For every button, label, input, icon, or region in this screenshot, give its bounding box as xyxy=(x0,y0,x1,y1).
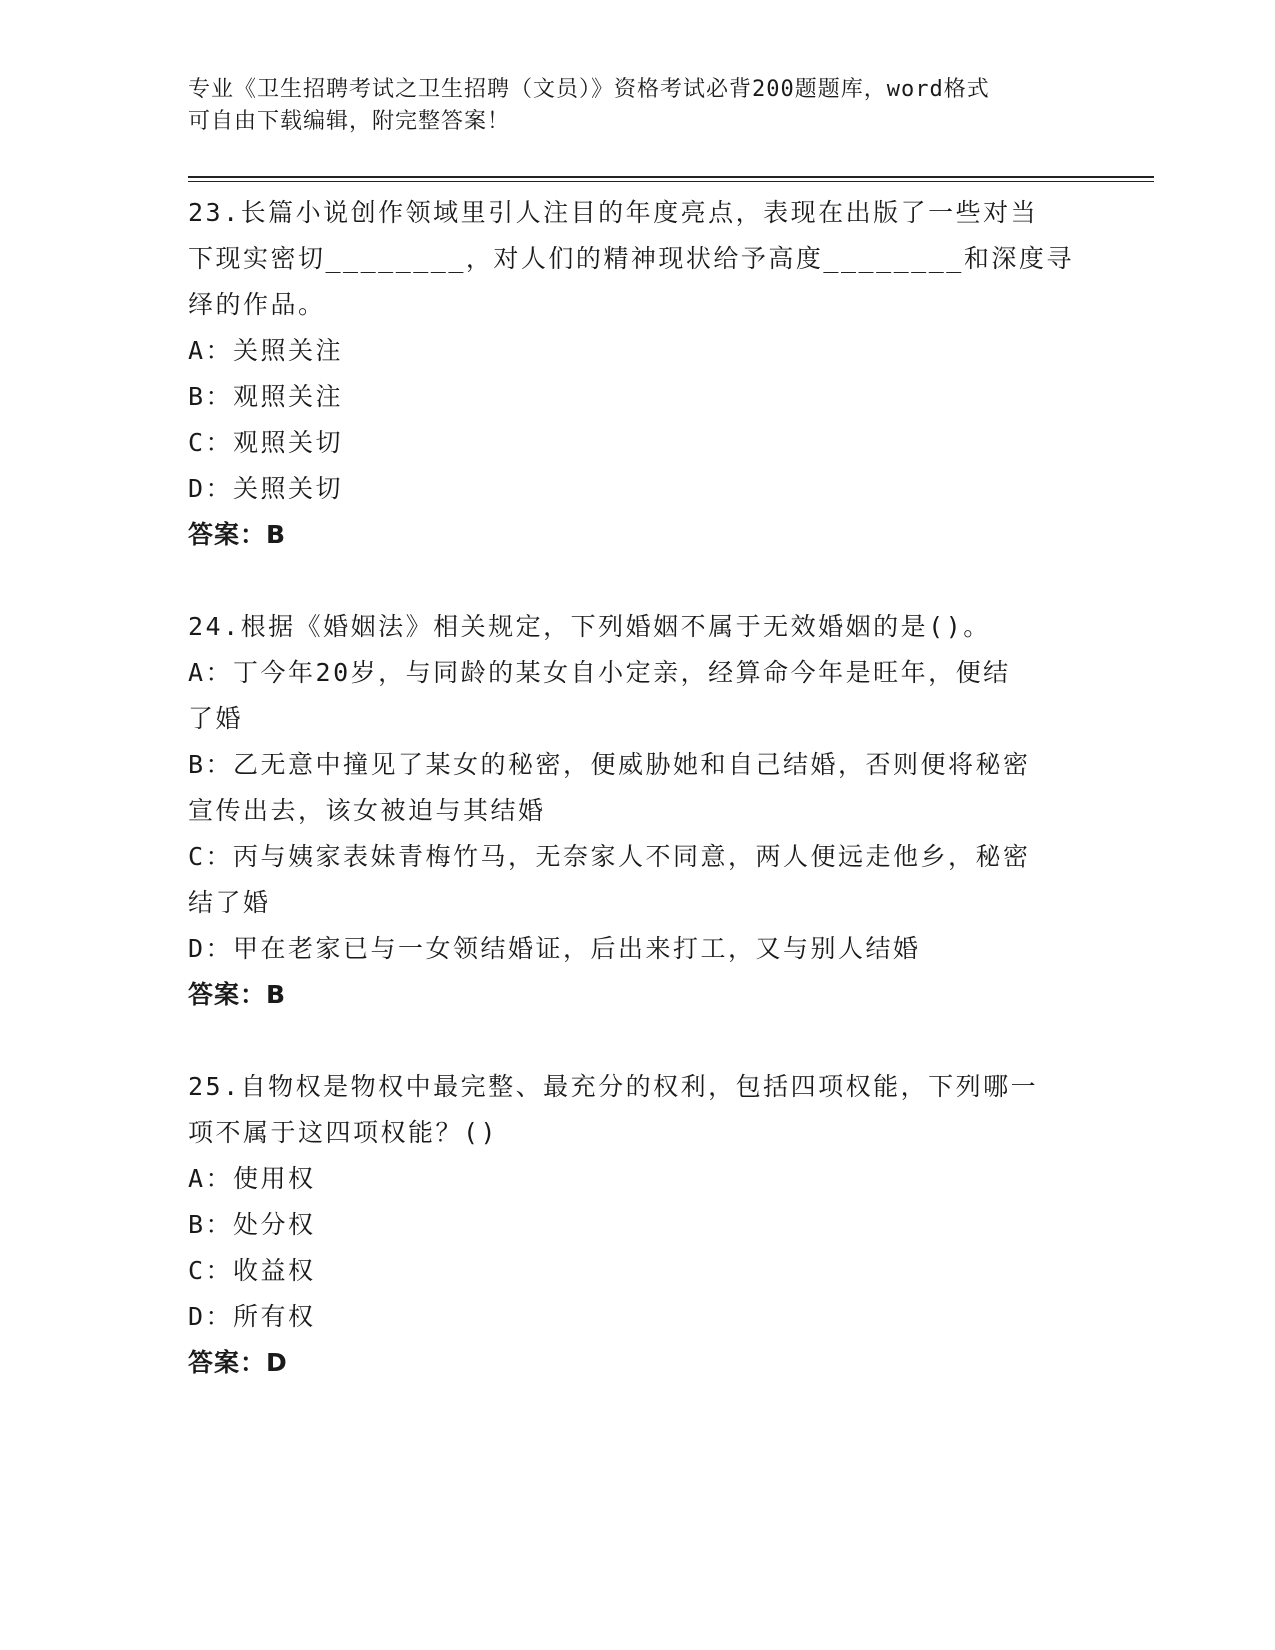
option-c: C：观照关切 xyxy=(188,428,344,457)
question-25 xyxy=(188,1064,1088,1386)
question-stem-line: 绎的作品。 xyxy=(188,290,326,319)
option-d: D：关照关切 xyxy=(188,474,344,503)
question-stem-line: 25.自物权是物权中最完整、最充分的权利，包括四项权能，下列哪一 xyxy=(188,1072,1039,1101)
question-stem-line: 下现实密切________，对人们的精神现状给予高度________和深度寻 xyxy=(188,244,1074,273)
option-a-continued: 了婚 xyxy=(188,704,244,733)
option-b: B：乙无意中撞见了某女的秘密，便威胁她和自己结婚，否则便将秘密 xyxy=(188,750,1031,779)
option-c: C：丙与姨家表妹青梅竹马，无奈家人不同意，两人便远走他乡，秘密 xyxy=(188,842,1031,871)
document-header xyxy=(188,74,1068,138)
option-b-continued: 宣传出去，该女被迫与其结婚 xyxy=(188,796,546,825)
answer: 答案：D xyxy=(188,1348,288,1377)
question-24 xyxy=(188,604,1088,1018)
option-b: B：处分权 xyxy=(188,1210,316,1239)
question-stem-line: 项不属于这四项权能？() xyxy=(188,1118,499,1147)
question-stem-line: 23.长篇小说创作领域里引人注目的年度亮点，表现在出版了一些对当 xyxy=(188,198,1039,227)
answer: 答案：B xyxy=(188,980,287,1009)
option-c: C：收益权 xyxy=(188,1256,316,1285)
question-23 xyxy=(188,190,1088,558)
option-a: A：关照关注 xyxy=(188,336,344,365)
option-c-continued: 结了婚 xyxy=(188,888,271,917)
header-line-2: 可自由下载编辑，附完整答案！ xyxy=(188,109,511,134)
option-d: D：所有权 xyxy=(188,1302,316,1331)
option-b: B：观照关注 xyxy=(188,382,344,411)
option-a: A：丁今年20岁，与同龄的某女自小定亲，经算命今年是旺年，便结 xyxy=(188,658,1011,687)
header-divider-thick xyxy=(188,176,1154,178)
header-line-1: 专业《卫生招聘考试之卫生招聘（文员）》资格考试必背200题题库，word格式 xyxy=(188,77,990,102)
question-stem-line: 24.根据《婚姻法》相关规定，下列婚姻不属于无效婚姻的是()。 xyxy=(188,612,991,641)
option-a: A：使用权 xyxy=(188,1164,316,1193)
header-divider-thin xyxy=(188,181,1154,182)
question-list xyxy=(188,190,1088,1386)
answer: 答案：B xyxy=(188,520,287,549)
option-d: D：甲在老家已与一女领结婚证，后出来打工，又与别人结婚 xyxy=(188,934,921,963)
